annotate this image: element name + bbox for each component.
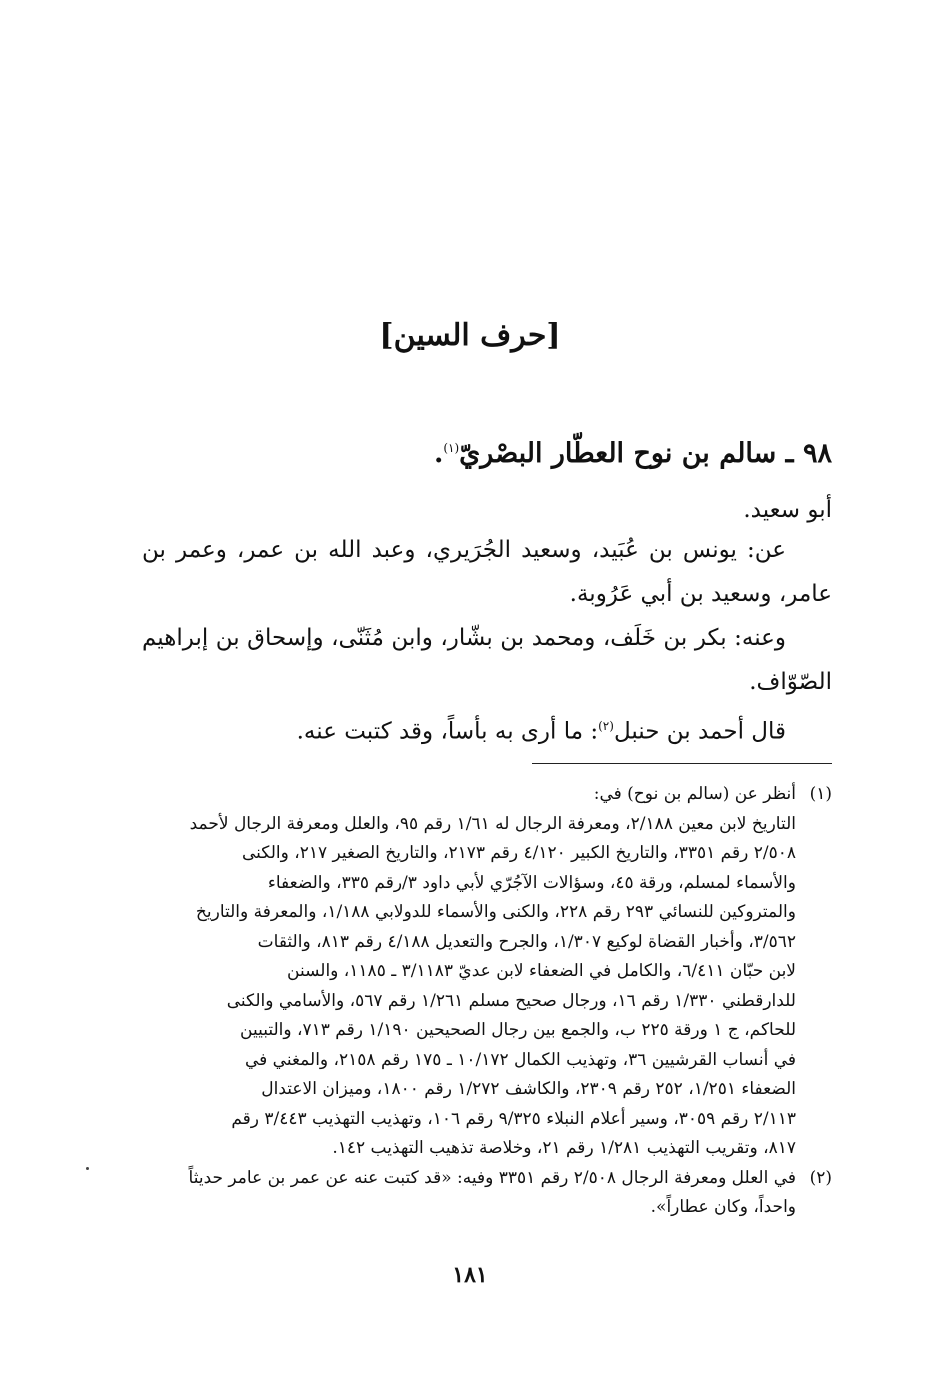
footnote-1-line: أنظر عن (سالم بن نوح) في:	[593, 784, 796, 804]
entry-heading	[142, 428, 832, 474]
narrated-by-paragraph: وعنه: بكر بن خَلَف، ومحمد بن بشّار، وابن مُثَنّى، وإسحاق بن إبراهيم الصّوّاف.	[142, 625, 832, 695]
footnote-1-line: ٢/١١٣ رقم ٣٠٥٩، وسير أعلام النبلاء ٩/٣٢٥ رقم ١٠٦، وتهذيب التهذيب ٣/٤٤٣ رقم	[231, 1108, 796, 1129]
kunya-line: أبو سعيد.	[743, 497, 832, 523]
footnote-1-line: ٨١٧، وتقريب التهذيب ١/٢٨١ رقم ٢١، وخلاصة تذهيب التهذيب ١٤٢.	[332, 1138, 796, 1158]
footnote-1-line: والأسماء لمسلم، ورقة ٤٥، وسؤالات الآجُرّي لأبي داود ٣/رقم ٣٣٥، والضعفاء	[267, 872, 796, 893]
scan-speck	[86, 1167, 89, 1170]
footnote-1-line: لابن حبّان ٦/٤١١، والكامل في الضعفاء لابن عديّ ٣/١١٨٣ ـ ١١٨٥، والسنن	[287, 961, 796, 981]
footnote-ref-2[interactable]: (٢)	[598, 719, 614, 733]
footnote-separator	[532, 763, 832, 764]
ahmad-statement-quote: : ما أرى به بأساً، وقد كتبت عنه.	[296, 718, 599, 745]
footnote-1-line: التاريخ لابن معين ٢/١٨٨، ومعرفة الرجال له ١/٦١ رقم ٩٥، والعلل ومعرفة الرجال لأحمد	[189, 813, 796, 834]
footnote-ref-1[interactable]: (١)	[443, 441, 460, 455]
footnote-1-line: للدارقطني ١/٣٣٠ رقم ١٦، ورجال صحيح مسلم ١/٢٦١ رقم ٥٦٧، والأسامي والكنى	[226, 990, 796, 1011]
footnote-1	[102, 780, 832, 1164]
entry-heading-text: ٩٨ ـ سالم بن نوح العطّار البصْريّ	[459, 438, 832, 469]
footnotes	[102, 780, 832, 1223]
footnote-2-marker: (٢)	[809, 1167, 832, 1188]
footnote-1-line: للحاكم، ج ١ ورقة ٢٢٥ ب، والجمع بين رجال الصحيحين ١/١٩٠ رقم ٧١٣، والتبيين	[240, 1020, 796, 1040]
narrated-from-paragraph: عن: يونس بن عُبَيد، وسعيد الجُرَيري، وعبد الله بن عمر، وعمر بن عامر، وسعيد بن أبي عَرُوبة.	[142, 537, 832, 607]
chapter-title: [حرف السين]	[379, 318, 561, 353]
footnote-1-line: ٢/٥٠٨ رقم ٣٣٥١، والتاريخ الكبير ٤/١٢٠ رقم ٢١٧٣، والتاريخ الصغير ٢١٧، والكنى	[242, 843, 796, 863]
footnote-1-line: والمتروكين للنسائي ٢٩٣ رقم ٢٢٨، والكنى والأسماء للدولابي ١/١٨٨، والمعرفة والتاريخ	[195, 902, 796, 922]
footnote-1-marker: (١)	[809, 784, 832, 804]
entry-heading-end: .	[433, 438, 444, 469]
page-number: ١٨١	[452, 1262, 488, 1288]
ahmad-statement-paragraph	[142, 704, 832, 754]
footnote-1-line: الضعفاء ١/٢٥١، ٢٥٢ رقم ٢٣٠٩، والكاشف ١/٢٧٢ رقم ١٨٠٠، وميزان الاعتدال	[261, 1079, 796, 1099]
ahmad-statement-lead: قال أحمد بن حنبل	[613, 718, 786, 745]
footnote-1-line: ٣/٥٦٢، وأخبار القضاة لوكيع ١/٣٠٧، والجرح والتعديل ٤/١٨٨ رقم ٨١٣، والثقات	[257, 931, 796, 952]
footnote-2-line: واحداً، وكان عطاراً».	[650, 1197, 796, 1217]
footnote-1-line: في أنساب القرشيين ٣٦، وتهذيب الكمال ١٠/١٧٢ ـ ١٧٥ رقم ٢١٥٨، والمغني في	[244, 1049, 796, 1070]
footnote-2-line: في العلل ومعرفة الرجال ٢/٥٠٨ رقم ٣٣٥١ وفيه: «قد كتبت عنه عن عمر بن عامر حديثاً	[188, 1167, 796, 1188]
footnote-2	[102, 1164, 832, 1223]
